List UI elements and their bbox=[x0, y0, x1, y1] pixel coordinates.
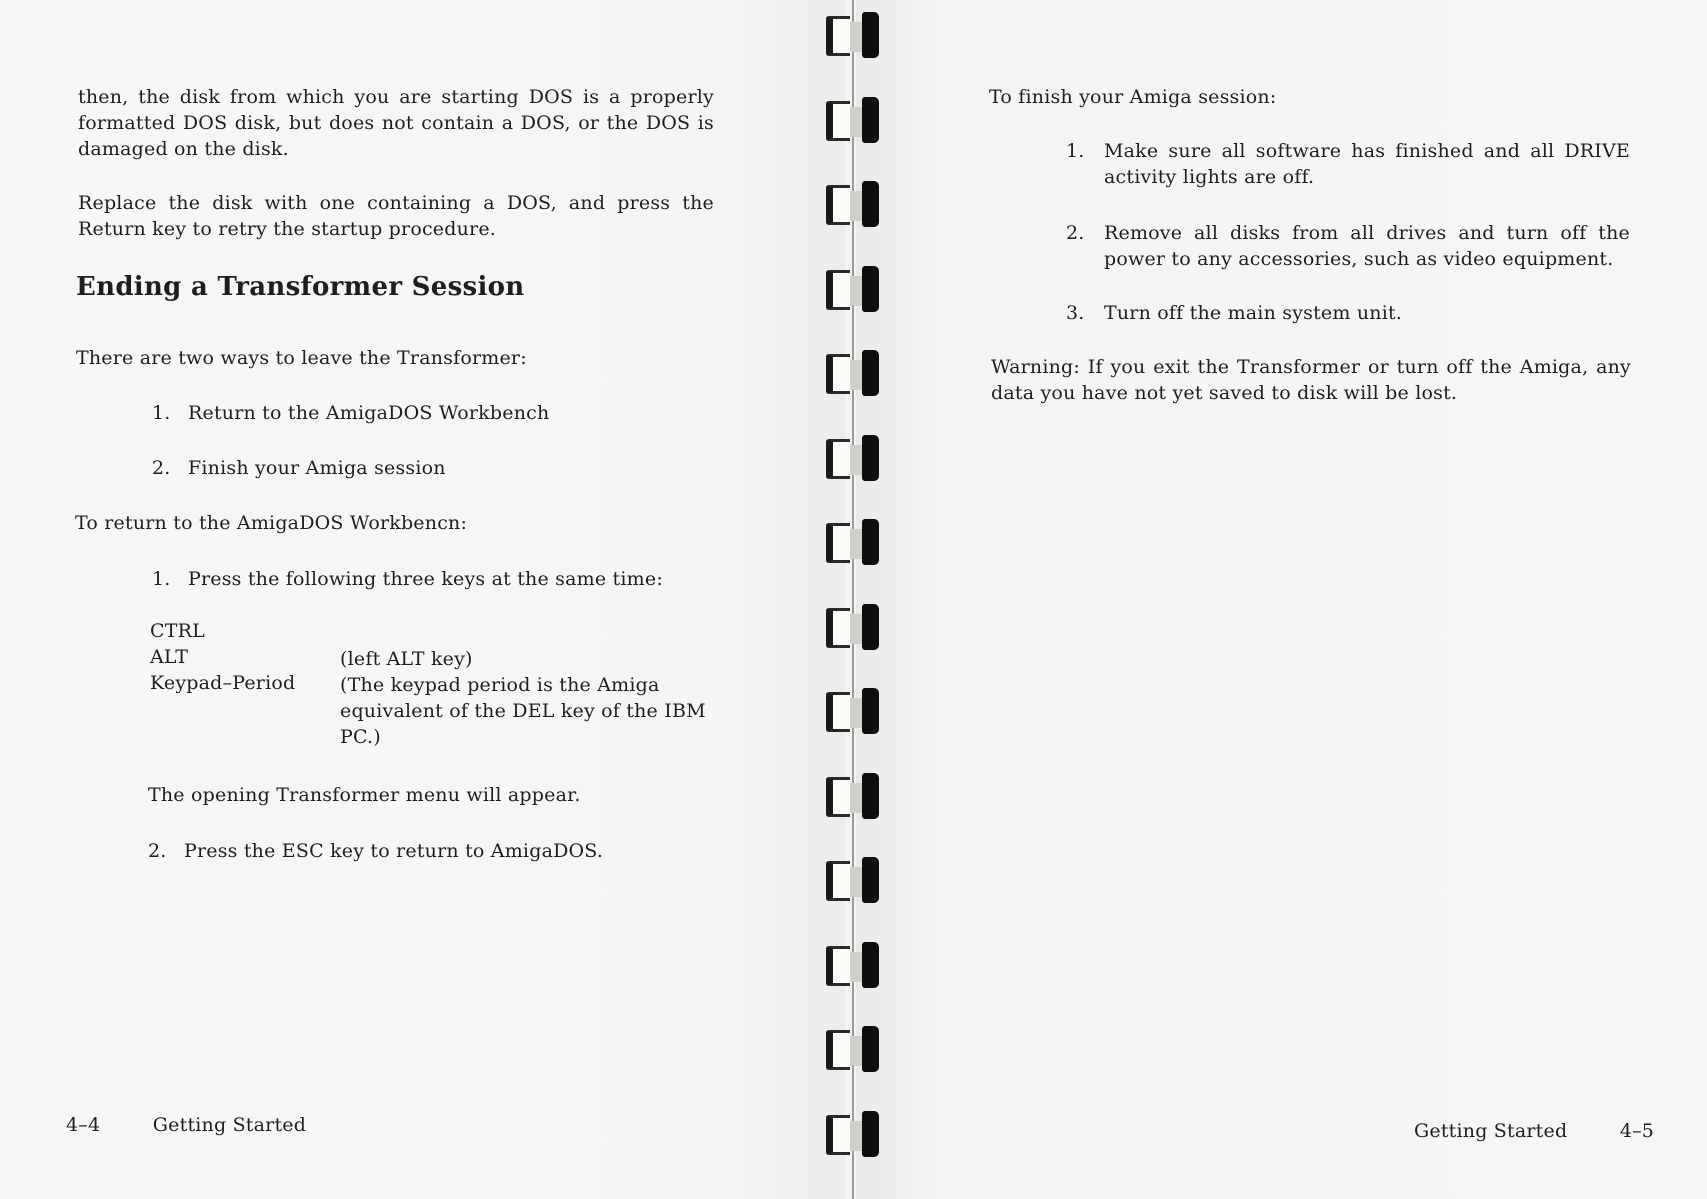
binding-ring bbox=[818, 181, 884, 227]
way-item-2 bbox=[152, 455, 446, 481]
ring-hole bbox=[862, 181, 879, 227]
ring-hole bbox=[862, 773, 879, 819]
ring-hole bbox=[862, 435, 879, 481]
ring-loop bbox=[826, 354, 850, 394]
page-number: 4–5 bbox=[1619, 1120, 1655, 1142]
ring-hole bbox=[862, 97, 879, 143]
ring-loop bbox=[826, 1030, 850, 1070]
list-text: Finish your Amiga session bbox=[188, 457, 446, 479]
ring-loop bbox=[826, 692, 850, 732]
binding-ring bbox=[818, 942, 884, 988]
binding-ring bbox=[818, 857, 884, 903]
ring-hole bbox=[862, 266, 879, 312]
ring-loop bbox=[826, 16, 850, 56]
return-step-1 bbox=[152, 566, 663, 592]
list-number: 1. bbox=[152, 402, 171, 424]
list-number: 2. bbox=[152, 457, 171, 479]
ring-loop bbox=[826, 439, 850, 479]
ring-shadow bbox=[850, 107, 862, 137]
ring-shadow bbox=[850, 360, 862, 390]
ring-shadow bbox=[850, 698, 862, 728]
binding-ring bbox=[818, 97, 884, 143]
ring-loop bbox=[826, 185, 850, 225]
list-number: 1. bbox=[1066, 140, 1085, 162]
page-number: 4–4 bbox=[66, 1114, 101, 1136]
ring-loop bbox=[826, 777, 850, 817]
key-name: Keypad–Period bbox=[150, 672, 296, 694]
list-text: Turn off the main system unit. bbox=[1104, 302, 1403, 324]
ring-hole bbox=[862, 1111, 879, 1157]
finish-step-3 bbox=[1066, 300, 1630, 326]
ring-hole bbox=[862, 350, 879, 396]
ring-shadow bbox=[850, 952, 862, 982]
intro-paragraph: then, the disk from which you are starting DOS is a properly formatted DOS disk, but does not contain a DOS, or the DOS is damaged on the disk. bbox=[78, 86, 714, 160]
binding-ring bbox=[818, 435, 884, 481]
key-note: (The keypad period is the Amiga equivalent of the DEL key of the IBM PC.) bbox=[340, 674, 706, 748]
list-text: Remove all disks from all drives and turn off the power to any accessories, such as video equipment. bbox=[1104, 222, 1630, 270]
finish-step-1 bbox=[1066, 138, 1630, 190]
list-text: Return to the AmigaDOS Workbench bbox=[188, 402, 550, 424]
ring-shadow bbox=[850, 445, 862, 475]
ring-hole bbox=[862, 12, 879, 58]
list-number: 2. bbox=[1066, 222, 1085, 244]
ring-loop bbox=[826, 608, 850, 648]
page-gutter bbox=[852, 0, 854, 1199]
ring-shadow bbox=[850, 22, 862, 52]
list-number: 1. bbox=[152, 568, 171, 590]
binding-ring bbox=[818, 1111, 884, 1157]
ring-loop bbox=[826, 946, 850, 986]
binding-ring bbox=[818, 350, 884, 396]
ring-loop bbox=[826, 1115, 850, 1155]
binding-ring bbox=[818, 266, 884, 312]
list-text: Press the following three keys at the same time: bbox=[188, 568, 663, 590]
key-row-ctrl bbox=[150, 618, 710, 644]
ring-shadow bbox=[850, 1121, 862, 1151]
left-page bbox=[0, 0, 845, 1199]
finish-step-2 bbox=[1066, 220, 1630, 272]
binding-ring bbox=[818, 12, 884, 58]
ring-shadow bbox=[850, 867, 862, 897]
right-footer bbox=[1414, 1120, 1654, 1142]
ring-shadow bbox=[850, 614, 862, 644]
footer-title: Getting Started bbox=[152, 1114, 307, 1136]
return-step-2 bbox=[148, 838, 603, 864]
binding-ring bbox=[818, 604, 884, 650]
key-name: CTRL bbox=[150, 620, 205, 642]
binding-ring bbox=[818, 773, 884, 819]
warning-paragraph: Warning: If you exit the Transformer or turn off the Amiga, any data you have not yet saved to disk will be lost. bbox=[991, 356, 1631, 404]
section-heading: Ending a Transformer Session bbox=[76, 272, 525, 302]
ring-loop bbox=[826, 523, 850, 563]
key-combination-table bbox=[150, 618, 710, 750]
binding-ring bbox=[818, 688, 884, 734]
way-item-1 bbox=[152, 400, 549, 426]
key-row-keypad-period bbox=[150, 670, 710, 750]
ring-hole bbox=[862, 942, 879, 988]
ring-hole bbox=[862, 1026, 879, 1072]
left-footer bbox=[66, 1114, 306, 1136]
ring-shadow bbox=[850, 1036, 862, 1066]
ring-loop bbox=[826, 101, 850, 141]
ways-intro: There are two ways to leave the Transformer: bbox=[76, 347, 527, 369]
footer-title: Getting Started bbox=[1414, 1120, 1568, 1142]
ring-shadow bbox=[850, 783, 862, 813]
list-text: Make sure all software has finished and all DRIVE activity lights are off. bbox=[1104, 140, 1630, 188]
key-row-alt bbox=[150, 644, 710, 670]
ring-hole bbox=[862, 519, 879, 565]
list-number: 3. bbox=[1066, 302, 1085, 324]
ring-hole bbox=[862, 857, 879, 903]
replace-paragraph: Replace the disk with one containing a DOS, and press the Return key to retry the startup procedure. bbox=[78, 192, 714, 240]
list-text: Press the ESC key to return to AmigaDOS. bbox=[184, 840, 604, 862]
ring-hole bbox=[862, 604, 879, 650]
ring-loop bbox=[826, 270, 850, 310]
binding-ring bbox=[818, 519, 884, 565]
ring-hole bbox=[862, 688, 879, 734]
key-note: (left ALT key) bbox=[340, 648, 473, 670]
right-page bbox=[856, 0, 1707, 1199]
ring-shadow bbox=[850, 191, 862, 221]
list-number: 2. bbox=[148, 840, 167, 862]
binding-ring bbox=[818, 1026, 884, 1072]
ring-shadow bbox=[850, 529, 862, 559]
finish-intro: To finish your Amiga session: bbox=[989, 86, 1277, 108]
ring-loop bbox=[826, 861, 850, 901]
key-name: ALT bbox=[150, 646, 189, 668]
menu-appear-text: The opening Transformer menu will appear. bbox=[148, 784, 581, 806]
ring-shadow bbox=[850, 276, 862, 306]
return-intro: To return to the AmigaDOS Workbencn: bbox=[75, 512, 468, 534]
